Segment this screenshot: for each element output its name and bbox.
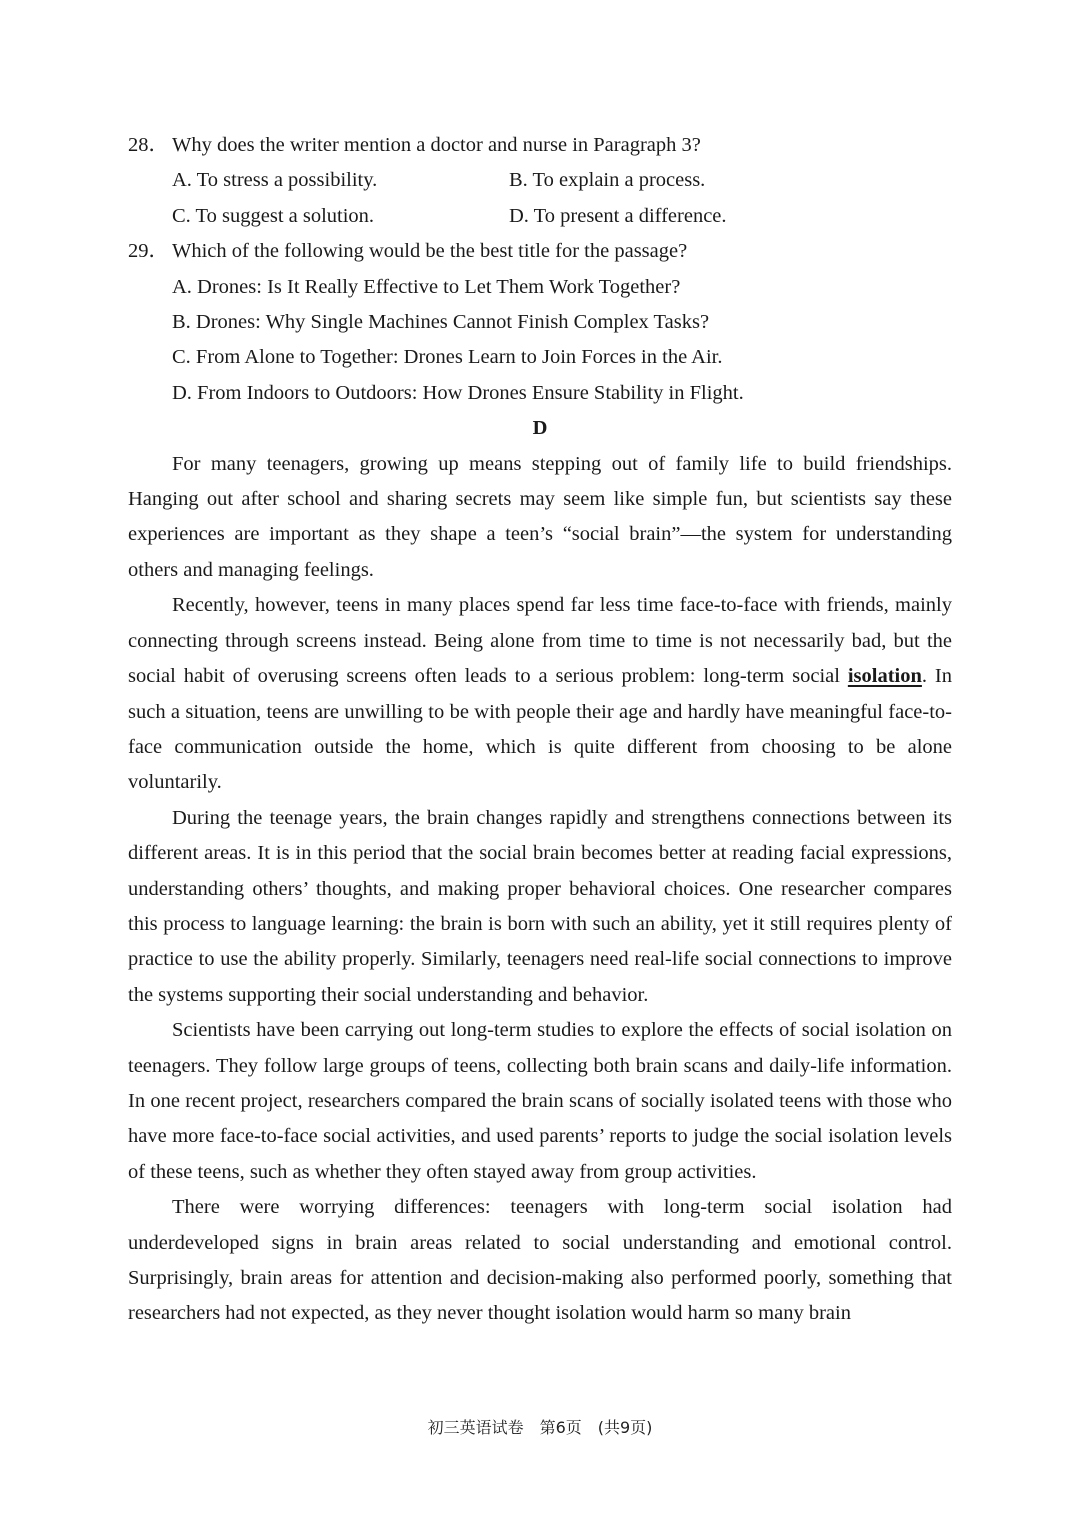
passage-paragraph-5: There were worrying differences: teenagers with long-term social isolation had underdeveloped signs in brain areas related to social understanding and emotional control. Surprisingly, brain areas for attention and decision-making also performed poorly, something that researchers had not expected, as they never thought isolation would harm so many brain xyxy=(128,1196,952,1325)
question-number: 28． xyxy=(128,134,169,156)
question-stem: Which of the following would be the best title for the passage? xyxy=(172,240,688,263)
option-b: B. Drones: Why Single Machines Cannot Finish Complex Tasks? xyxy=(172,311,710,334)
question-28-options-row-1 xyxy=(128,163,952,198)
passage-paragraph-1: For many teenagers, growing up means stepping out of family life to build friendships. Hanging out after school and sharing secrets may seem like simple fun, but scientists say these experiences are important as they shape a teen’s “social brain”—the system for understanding others and managing feelings. xyxy=(128,452,952,581)
paragraph-text: Recently, however, teens in many places spend far less time face-to-face with friends, mainly connecting through screens instead. Being alone from time to time is not necessarily bad, but the social habit of overusing screens often leads to a serious problem: long-term social xyxy=(128,594,952,688)
passage-paragraph-3: During the teenage years, the brain changes rapidly and strengthens connections between its different areas. It is in this period that the social brain becomes better at reading facial expressions, understanding others’ thoughts, and making proper behavioral choices. One researcher compares this process to language learning: the brain is born with such an ability, yet it still requires plenty of practice to use the ability properly. Similarly, teenagers need real-life social connections to improve the systems supporting their social understanding and behavior. xyxy=(128,806,952,1006)
option-d: D. To present a difference. xyxy=(509,204,727,227)
question-28 xyxy=(128,128,952,163)
page-footer: 初三英语试卷 第6页 (共9页) xyxy=(427,1418,653,1437)
option-b: B. To explain a process. xyxy=(509,169,706,192)
option-c: C. From Alone to Together: Drones Learn to Join Forces in the Air. xyxy=(172,346,723,369)
paragraph-text: . In such a situation, teens are unwilling to be with people their age and hardly have meaningful face-to-face communication outside the home, which is quite different from choosing to be alone voluntarily. xyxy=(128,665,953,794)
option-c: C. To suggest a solution. xyxy=(172,204,375,227)
section-title: D xyxy=(532,417,548,440)
question-29 xyxy=(128,234,952,269)
question-number: 29． xyxy=(128,240,169,263)
option-a: A. Drones: Is It Really Effective to Let Them Work Together? xyxy=(172,275,681,298)
question-stem: Why does the writer mention a doctor and nurse in Paragraph 3? xyxy=(172,134,701,156)
passage-paragraph-4: Scientists have been carrying out long-term studies to explore the effects of social isolation on teenagers. They follow large groups of teens, collecting both brain scans and daily-life information. In one recent project, researchers compared the brain scans of socially isolated teens with those who have more face-to-face social activities, and used parents’ reports to judge the social isolation levels of these teens, such as whether they often stayed away from group activities. xyxy=(128,1019,952,1183)
exam-page xyxy=(128,128,952,1332)
question-28-options-row-2 xyxy=(128,199,952,234)
option-a: A. To stress a possibility. xyxy=(172,169,378,192)
underlined-keyword: isolation xyxy=(847,665,922,688)
option-d: D. From Indoors to Outdoors: How Drones Ensure Stability in Flight. xyxy=(172,381,744,404)
passage-paragraph-2 xyxy=(128,588,952,800)
